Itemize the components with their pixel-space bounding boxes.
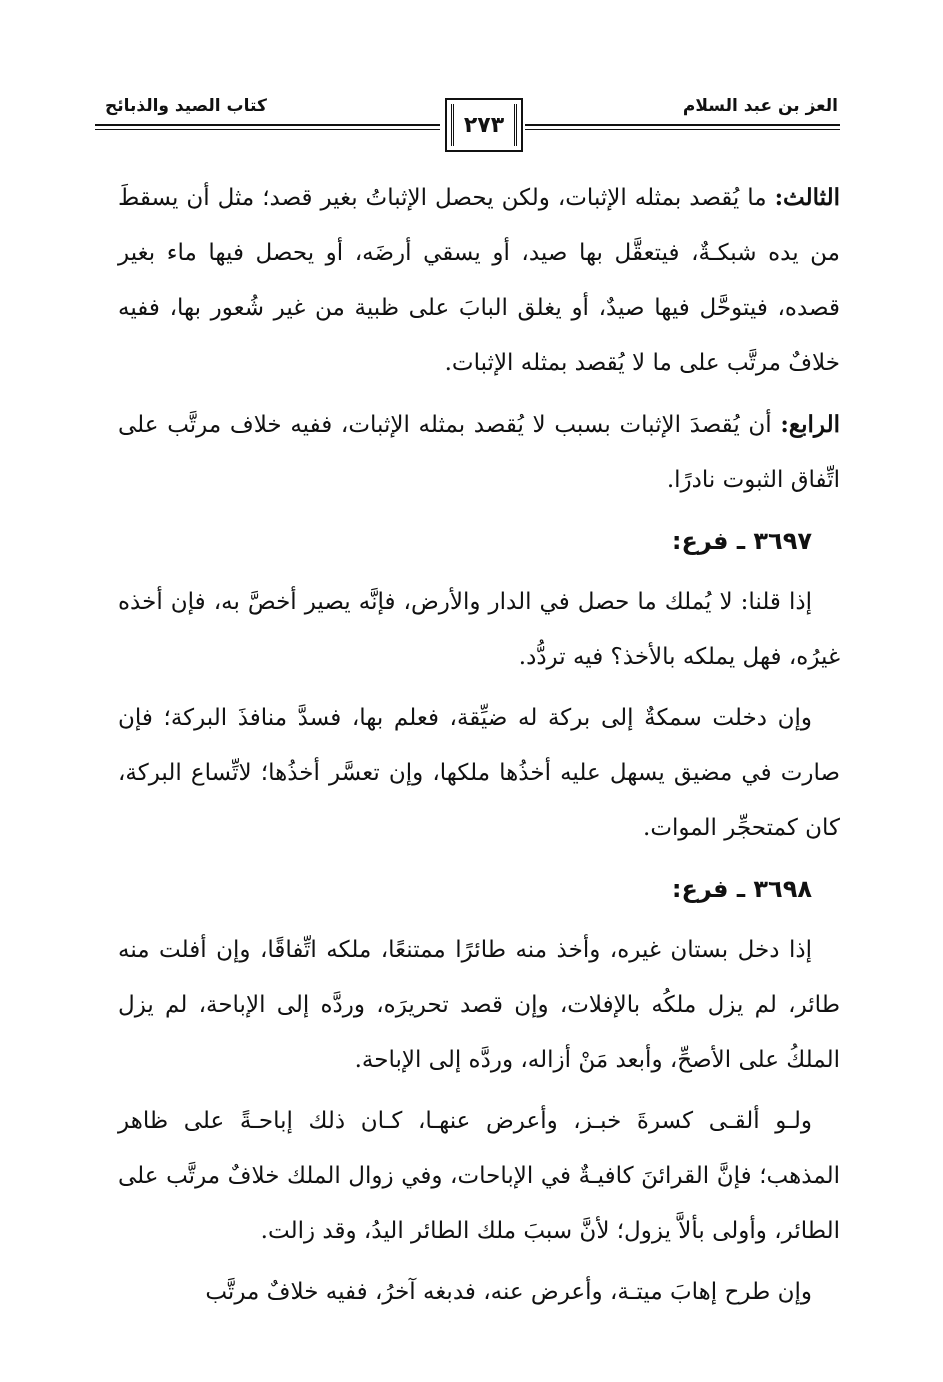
paragraph-lead: الرابع: — [780, 411, 840, 438]
paragraph: ولـو ألقـى كسرةَ خبـز، وأعرض عنهـا، كـان ذلك إباحـةً على ظاهر المذهب؛ فإنَّ القرائنَ كافيـةٌ في الإباحات، وفي زوال الملك خلافٌ مرتَّب على الطائر، وأولى بألاَّ يزول؛ لأنَّ سببَ ملك الطائر اليدُ، وقد زالت. — [118, 1108, 840, 1244]
paragraph-fourth — [118, 397, 840, 508]
header-author: العز بن عبد السلام — [682, 96, 838, 116]
paragraph: وإن دخلت سمكةٌ إلى بركة له ضيِّقة، فعلم بها، فسدَّ منافذَ البركة؛ فإن صارت في مضيق يسهل عليه أخذُها ملكها، وإن تعسَّر أخذُها؛ لاتِّساع البركة، كان كمتحجِّر الموات. — [118, 705, 840, 841]
paragraph-lead: الثالث: — [774, 184, 840, 211]
paragraph: إذا دخل بستان غيره، وأخذ منه طائرًا ممتنعًا، ملكه اتِّفاقًا، وإن أفلت منه طائر، لم يزل ملكُه بالإفلات، وإن قصد تحريرَه، وردَّه إلى الإباحة، لم يزل الملكُ على الأصحِّ، وأبعد مَنْ أزاله، وردَّه إلى الإباحة. — [118, 937, 840, 1073]
header-book-title: كتاب الصيد والذبائح — [105, 96, 267, 116]
paragraph: وإن طرح إهابَ ميتـة، وأعرض عنه، فدبغه آخرُ، ففيه خلافٌ مرتَّب — [205, 1279, 812, 1305]
paragraph-text: أن يُقصدَ الإثبات بسبب لا يُقصد بمثله الإثبات، ففيه خلاف مرتَّب على اتِّفاق الثبوت نادرًا. — [118, 412, 840, 493]
section-heading: ٣٦٩٨ ـ فرع: — [671, 875, 812, 903]
header-rule-right — [525, 124, 840, 126]
header-rule-left — [95, 124, 440, 126]
paragraph-text: ما يُقصد بمثله الإثبات، ولكن يحصل الإثباتُ بغير قصد؛ مثل أن يسقطَ من يده شبكـةٌ، فيتعقَّل بها صيد، أو يسقي أرضَه، أو يحصل فيها ماء بغير قصده، فيتوحَّل فيها صيدٌ، أو يغلق البابَ على ظبية من غير شُعور بها، ففيه خلافٌ مرتَّب على ما لا يُقصد بمثله الإثبات. — [118, 185, 840, 376]
page-number: ٢٧٣ — [463, 112, 505, 138]
paragraph-third — [118, 170, 840, 391]
page-body — [118, 170, 840, 1326]
page-header — [95, 88, 840, 158]
section-heading: ٣٦٩٧ ـ فرع: — [671, 527, 812, 555]
page-number-box — [445, 98, 523, 152]
paragraph: إذا قلنا: لا يُملك ما حصل في الدار والأرض، فإنَّه يصير أخصَّ به، فإن أخذه غيرُه، فهل يملكه بالأخذ؟ فيه تردُّد. — [118, 589, 840, 670]
